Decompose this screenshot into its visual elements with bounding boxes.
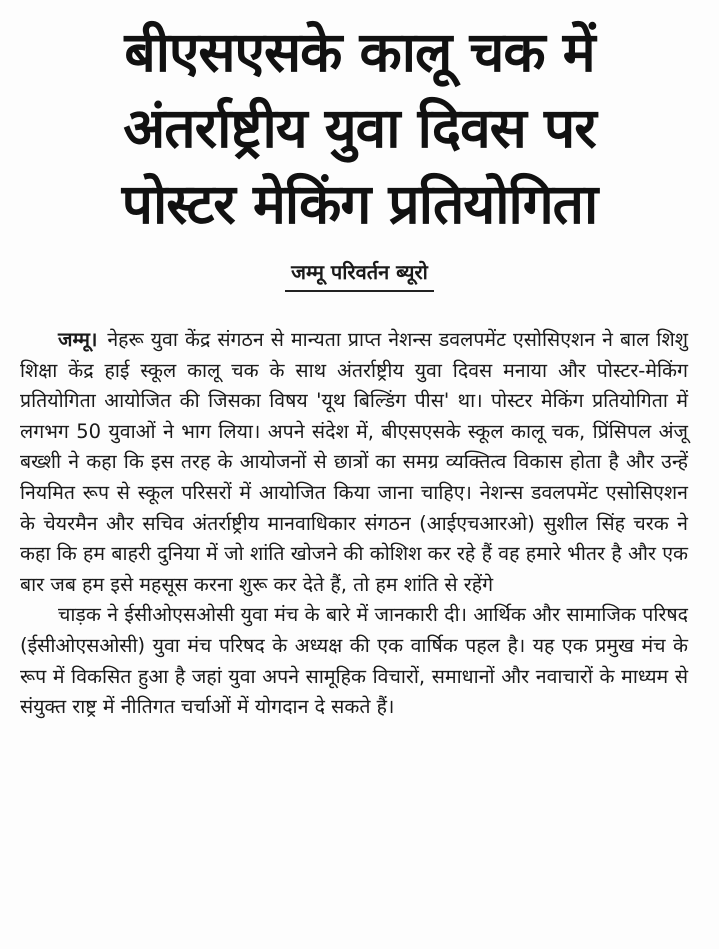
dateline: जम्मू। <box>58 328 98 351</box>
headline-line-1: बीएसएसके कालू चक में <box>124 20 595 84</box>
paragraph-1-text: नेहरू युवा केंद्र संगठन से मान्यता प्राप्त नेशन्स डवलपमेंट एसोसिएशन ने बाल शिशु शिक्षा केंद्र हाई स्कूल कालू चक के साथ अंतर्राष्ट्रीय युवा दिवस मनाया और पोस्टर-मेकिंग प्रतियोगिता आयोजित की जिसका विषय 'यूथ बिल्डिंग पीस' था। पोस्टर मेकिंग प्रतियोगिता में लगभग 50 युवाओं ने भाग लिया। अपने संदेश में, बीएसएसके स्कूल कालू चक, प्रिंसिपल अंजू बख्शी ने कहा कि इस तरह के आयोजनों से छात्रों का समग्र व्यक्तित्व विकास होता है और उन्हें नियमित रूप से स्कूल परिसरों में आयोजित किया जाना चाहिए। नेशन्स डवलपमेंट एसोसिएशन के चेयरमैन और सचिव अंतर्राष्ट्रीय मानवाधिकार संगठन (आईएचआरओ) सुशील सिंह चरक ने कहा कि हम बाहरी दुनिया में जो शांति खोजने की कोशिश कर रहे हैं वह हमारे भीतर है और एक बार जब हम इसे महसूस करना शुरू कर देते हैं, तो हम शांति से रहेंगे <box>20 328 688 596</box>
headline-line-3: पोस्टर मेकिंग प्रतियोगिता <box>121 172 598 236</box>
headline-line-2: अंतर्राष्ट्रीय युवा दिवस पर <box>123 96 596 160</box>
byline <box>0 258 719 292</box>
paragraph-2: चाड़क ने ईसीओएसओसी युवा मंच के बारे में जानकारी दी। आर्थिक और सामाजिक परिषद (ईसीओएसओसी) युवा मंच परिषद के अध्यक्ष की एक वार्षिक पहल है। यह एक प्रमुख मंच के रूप में विकसित हुआ है जहां युवा अपने सामूहिक विचारों, समाधानों और नवाचारों के माध्यम से संयुक्त राष्ट्र में नीतिगत चर्चाओं में योगदान दे सकते हैं। <box>20 603 688 719</box>
paragraph-1 <box>20 325 688 600</box>
byline-text: जम्मू परिवर्तन ब्यूरो <box>285 258 434 292</box>
article-body <box>20 325 688 723</box>
headline <box>18 14 701 242</box>
